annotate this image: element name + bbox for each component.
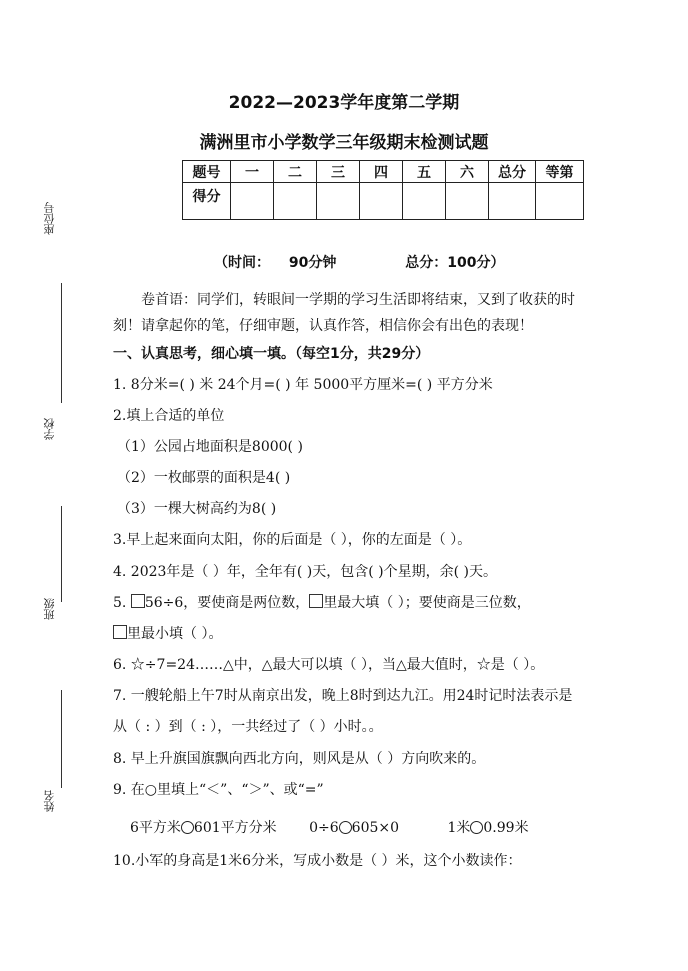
exam-title: 满洲里市小学数学三年级期末检测试题: [199, 133, 489, 153]
score-header-cell: 三: [317, 161, 360, 183]
score-table-body-row: [183, 183, 584, 220]
q9-a-right: 601平方分米: [193, 820, 277, 836]
q9-c-right: 0.99米: [483, 820, 529, 836]
score-cell[interactable]: [231, 183, 274, 220]
score-row-label: 得分: [183, 183, 231, 220]
time-value: 90分钟: [288, 255, 337, 271]
total-value: 100分）: [447, 255, 505, 271]
foreword-line-2: 刻！请拿起你的笔，仔细审题，认真作答，相信你会有出色的表现！: [113, 318, 533, 334]
compare-circle[interactable]: [339, 821, 352, 834]
margin-line: [61, 283, 62, 403]
foreword-line-1: 卷首语：同学们，转眼间一学期的学习生活即将结束，又到了收获的时: [141, 292, 575, 308]
score-cell[interactable]: [360, 183, 403, 220]
score-cell[interactable]: [274, 183, 317, 220]
question-4: 4. 2023年是（ ）年，全年有( )天，包含( )个星期，余( )天。: [113, 564, 498, 580]
question-7-line-2: 从（ : ）到（ : ），一共经过了（ ）小时。。: [113, 719, 383, 735]
question-7-line-1: 7. 一艘轮船上午7时从南京出发，晚上8时到达九江。用24时记时法表示是: [113, 688, 573, 704]
score-header-cell: 等第: [536, 161, 584, 183]
question-5-part-c: 里最小填（ ）。: [127, 626, 223, 642]
blank-box[interactable]: [113, 625, 127, 639]
question-2-2: （2）一枚邮票的面积是4( ): [117, 470, 291, 486]
question-3: 3.早上起来面向太阳，你的后面是（ ），你的左面是（ ）。: [113, 532, 472, 548]
score-header-cell: 二: [274, 161, 317, 183]
name-label: 姓名: [43, 790, 56, 812]
score-table-header-row: [183, 161, 584, 183]
time-label: （时间：: [214, 255, 270, 271]
q9-b-right: 605×0: [351, 820, 400, 836]
score-header-cell: 一: [231, 161, 274, 183]
score-cell[interactable]: [317, 183, 360, 220]
compare-circle[interactable]: [470, 821, 483, 834]
q9-b-left: 0÷6: [309, 820, 339, 836]
question-5-part-a: 56÷6，要使商是两位数，: [144, 595, 310, 611]
score-header-cell: 四: [360, 161, 403, 183]
question-9-items: [130, 818, 529, 838]
compare-circle[interactable]: [181, 821, 194, 834]
section-1-heading: 一、认真思考，细心填一填。（每空1分，共29分）: [113, 346, 430, 362]
exam-info: [214, 253, 504, 273]
seat-number-label: 座位号: [43, 202, 56, 235]
question-5-part-b: 里最大填（ ）；要使商是三位数，: [323, 595, 531, 611]
question-9: 9. 在○里填上“＜”、“＞”、或“=”: [113, 782, 324, 798]
question-5-number: 5.: [113, 595, 127, 611]
question-1: 1. 8分米=( ) 米 24个月=( ) 年 5000平方厘米=( ) 平方分米: [113, 377, 493, 393]
question-2-3: （3）一棵大树高约为8( ): [117, 501, 277, 517]
score-header-cell: 五: [403, 161, 446, 183]
margin-line: [61, 690, 62, 788]
score-cell[interactable]: [489, 183, 536, 220]
q9-c-left: 1米: [447, 820, 471, 836]
question-5: [113, 593, 531, 613]
school-label: 学校: [43, 418, 56, 440]
question-5-line-2: [113, 624, 222, 644]
score-table: [182, 160, 584, 220]
question-2: 2.填上合适的单位: [113, 408, 225, 424]
score-cell[interactable]: [536, 183, 584, 220]
score-cell[interactable]: [446, 183, 489, 220]
score-header-cell: 题号: [183, 161, 231, 183]
total-label: 总分：: [405, 255, 448, 271]
margin-line: [61, 506, 62, 602]
question-10: 10.小军的身高是1米6分米，写成小数是（ ）米，这个小数读作：: [113, 853, 522, 869]
score-header-cell: 总分: [489, 161, 536, 183]
question-8: 8. 早上升旗国旗飘向西北方向，则风是从（ ）方向吹来的。: [113, 751, 486, 767]
q9-a-left: 6平方米: [130, 820, 181, 836]
blank-box[interactable]: [309, 594, 323, 608]
question-6: 6. ☆÷7=24……△中，△最大可以填（ ），当△最大值时，☆是（ ）。: [113, 657, 545, 673]
question-2-1: （1）公园占地面积是8000( ): [117, 439, 303, 455]
blank-box[interactable]: [131, 594, 145, 608]
exam-year-title: 2022—2023学年度第二学期: [228, 93, 460, 113]
score-header-cell: 六: [446, 161, 489, 183]
class-label: 班级: [43, 598, 56, 620]
score-cell[interactable]: [403, 183, 446, 220]
